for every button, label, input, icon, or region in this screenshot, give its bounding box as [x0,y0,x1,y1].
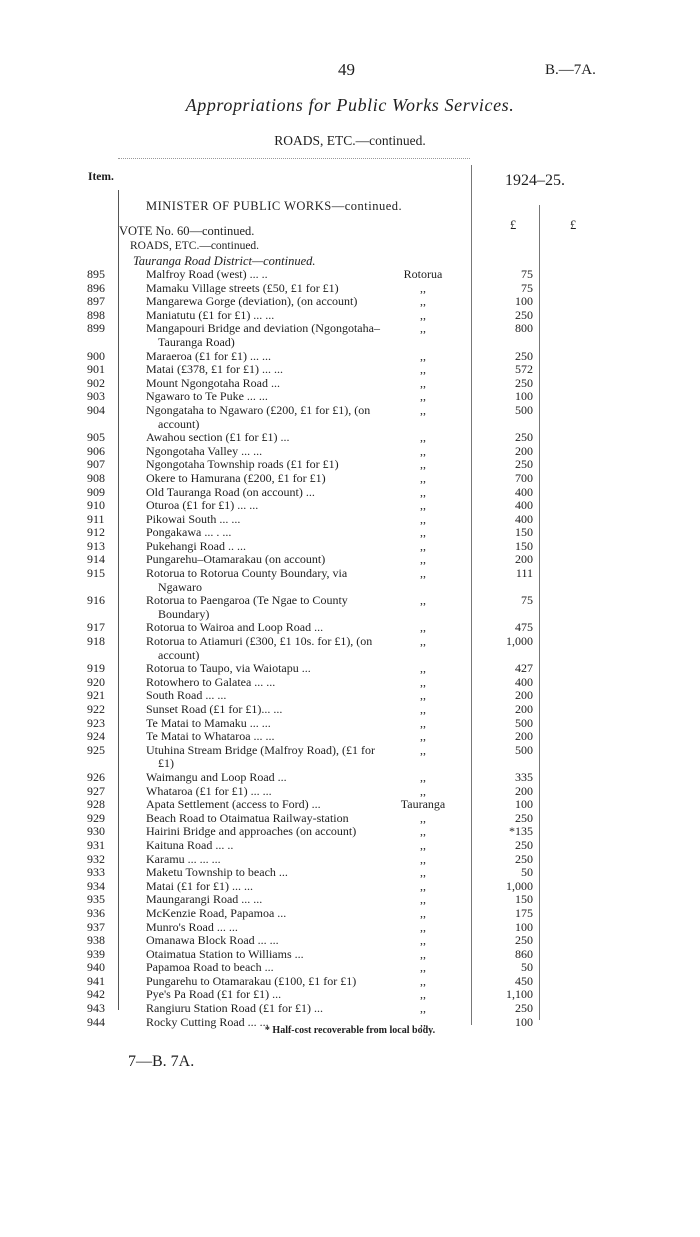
item-number: 932 [87,851,105,866]
page-heading: Appropriations for Public Works Services. [185,95,515,115]
district-name: ,, [420,538,426,553]
amount-value: 200 [515,702,533,716]
vote-heading: VOTE No. 60—continued. [119,224,255,238]
amount-value: 250 [515,307,533,322]
district-name: ,, [420,389,426,404]
table-row [0,907,700,921]
header-rule [118,158,470,159]
work-description: Kaituna Road ... .. [146,837,234,852]
work-description: Maraeroa (£1 for £1) ... ... [146,348,271,363]
amount-value: 427 [515,661,533,676]
table-row [0,350,700,364]
item-number: 896 [87,280,105,295]
work-description: Whataroa (£1 for £1) ... ... [146,783,272,798]
item-number: 900 [87,348,105,363]
amount-value: 400 [515,511,533,526]
item-number: 940 [87,960,105,975]
work-description: Otaimatua Station to Williams ... [146,946,304,961]
amount-value: 500 [515,715,533,730]
table-row [0,866,700,880]
amount-value: 200 [515,783,533,798]
work-description: Rotowhero to Galatea ... ... [146,674,276,689]
work-description: Ngongataha to Ngawaro (£200, £1 for £1), (on account) [146,402,371,431]
amount-value: 400 [515,484,533,499]
district-name: ,, [420,430,426,445]
work-description: Omanawa Block Road ... ... [146,933,279,948]
district-name: ,, [420,525,426,540]
amount-value: 250 [515,348,533,363]
amount-value: 1,000 [506,878,533,893]
page-subheading: ROADS, ETC.—continued. [274,133,426,148]
item-number: 919 [87,661,105,676]
district-name: ,, [420,783,426,798]
work-description: Pungarehu–Otamarakau (on account) [146,552,326,567]
district-name: ,, [420,593,426,608]
amount-value: 700 [515,470,533,485]
district-name: ,, [420,851,426,866]
work-description: Papamoa Road to beach ... [146,960,274,975]
work-description: South Road ... ... [146,688,227,703]
district-name: ,, [420,498,426,513]
item-number: 944 [87,1014,105,1029]
item-number: 904 [87,402,105,417]
district-name: Tauranga [400,797,446,812]
work-description: Pungarehu to Otamarakau (£100, £1 for £1) [146,973,357,988]
amount-value: 75 [521,280,533,295]
table-row [0,812,700,826]
item-number: 923 [87,715,105,730]
table-row [0,621,700,635]
amount-value: 250 [515,810,533,825]
amount-value: 250 [515,457,533,472]
document-reference: B.—7A. [545,62,596,78]
amount-value: 475 [515,620,533,635]
district-name: ,, [420,511,426,526]
work-description: Old Tauranga Road (on account) ... [146,484,315,499]
item-number: 912 [87,525,105,540]
amount-value: 100 [515,1014,533,1029]
item-number: 942 [87,987,105,1002]
table-row [0,635,700,662]
work-description: Karamu ... ... ... [146,851,221,866]
table-row [0,744,700,771]
amount-value: 100 [515,797,533,812]
district-name: ,, [420,837,426,852]
district-name: ,, [420,674,426,689]
table-row [0,295,700,309]
district-name: ,, [420,321,426,336]
item-column-header: Item. [88,171,114,183]
amount-value: 800 [515,321,533,336]
item-number: 939 [87,946,105,961]
work-description: Malfroy Road (west) ... .. [146,267,268,281]
table-row [0,553,700,567]
amount-value: 111 [515,566,533,581]
district-name: ,, [420,987,426,1002]
pound-sign-right: £ [570,218,577,232]
amount-value: 400 [515,498,533,513]
work-description: Hairini Bridge and approaches (on account) [146,824,357,839]
amount-value: 335 [515,769,533,784]
amount-value: 572 [515,362,533,377]
amount-value: 50 [521,960,533,975]
district-name: ,, [420,769,426,784]
work-description: Ngongotaha Valley ... ... [146,443,263,458]
table-row [0,893,700,907]
item-number: 921 [87,688,105,703]
year-column-header: 1924–25. [505,172,565,189]
amount-value: 500 [515,402,533,417]
district-name: ,, [420,348,426,363]
table-row [0,662,700,676]
item-number: 920 [87,674,105,689]
district-name: ,, [420,443,426,458]
item-number: 902 [87,375,105,390]
amount-value: 100 [515,919,533,934]
table-row [0,853,700,867]
amount-value: 200 [515,443,533,458]
amount-value: 860 [515,946,533,961]
district-name: ,, [420,294,426,309]
item-number: 917 [87,620,105,635]
district-name: ,, [420,933,426,948]
item-number: 901 [87,362,105,377]
item-number: 938 [87,933,105,948]
item-number: 897 [87,294,105,309]
table-row [0,975,700,989]
district-name: ,, [420,810,426,825]
district-name: ,, [420,375,426,390]
table-row [0,703,700,717]
district-heading: Tauranga Road District—continued. [133,254,316,268]
amount-value: 250 [515,375,533,390]
amount-value: 200 [515,552,533,567]
item-number: 908 [87,470,105,485]
table-row [0,486,700,500]
work-description: Sunset Road (£1 for £1)... ... [146,702,283,716]
table-row [0,513,700,527]
amount-value: 1,100 [506,987,533,1002]
amount-value: 175 [515,905,533,920]
district-name: ,, [420,960,426,975]
table-row [0,499,700,513]
item-number: 925 [87,742,105,757]
item-number: 907 [87,457,105,472]
item-number: 935 [87,892,105,907]
work-description: Matai (£1 for £1) ... ... [146,878,253,893]
district-name: ,, [420,919,426,934]
table-row [0,1002,700,1016]
item-number: 934 [87,878,105,893]
table-row [0,322,700,349]
item-number: 911 [87,511,105,526]
district-name: ,, [420,973,426,988]
table-row [0,594,700,621]
work-description: Pye's Pa Road (£1 for £1) ... [146,987,282,1002]
table-row [0,717,700,731]
district-name: ,, [420,865,426,880]
district-name: ,, [420,878,426,893]
table-row [0,771,700,785]
district-name: ,, [420,1014,426,1029]
table-row [0,961,700,975]
item-number: 905 [87,430,105,445]
table-row [0,390,700,404]
amount-value: 250 [515,430,533,445]
table-row [0,921,700,935]
table-row [0,839,700,853]
table-row [0,689,700,703]
table-row [0,934,700,948]
amount-value: 150 [515,892,533,907]
item-number: 936 [87,905,105,920]
amount-value: 250 [515,933,533,948]
amount-value: 200 [515,729,533,744]
amount-value: 150 [515,538,533,553]
item-number: 930 [87,824,105,839]
item-number: 918 [87,634,105,649]
table-row [0,988,700,1002]
work-description: Maungarangi Road ... ... [146,892,263,907]
table-row [0,948,700,962]
work-description: Te Matai to Whataroa ... ... [146,729,275,744]
item-number: 910 [87,498,105,513]
item-number: 909 [87,484,105,499]
district-name: ,, [420,892,426,907]
item-number: 943 [87,1001,105,1016]
roads-heading: ROADS, ETC.—continued. [130,240,260,252]
signature-mark: 7—B. 7A. [128,1053,195,1070]
table-row [0,540,700,554]
appropriations-table [0,268,700,1029]
district-name: ,, [420,457,426,472]
work-description: Ngongotaha Township roads (£1 for £1) [146,457,339,472]
table-row [0,445,700,459]
table-row [0,268,700,282]
item-number: 914 [87,552,105,567]
table-row [0,825,700,839]
item-number: 931 [87,837,105,852]
district-name: ,, [420,566,426,581]
table-row [0,880,700,894]
district-name: ,, [420,307,426,322]
district-name: ,, [420,552,426,567]
item-number: 916 [87,593,105,608]
table-row [0,526,700,540]
amount-value: 100 [515,389,533,404]
item-number: 915 [87,566,105,581]
district-name: ,, [420,484,426,499]
district-name: ,, [420,688,426,703]
district-name: ,, [420,661,426,676]
district-name: ,, [420,946,426,961]
amount-value: 50 [521,865,533,880]
amount-value: 200 [515,688,533,703]
item-number: 922 [87,702,105,716]
item-number: 895 [87,267,105,281]
work-description: Okere to Hamurana (£200, £1 for £1) [146,470,326,485]
item-number: 906 [87,443,105,458]
table-row [0,785,700,799]
table-row [0,567,700,594]
work-description: Rocky Cutting Road ... ... [146,1014,269,1029]
item-number: 926 [87,769,105,784]
item-number: 941 [87,973,105,988]
table-row [0,404,700,431]
table-row [0,431,700,445]
ministry-heading: MINISTER OF PUBLIC WORKS—continued. [146,199,403,213]
amount-value: *135 [509,824,533,839]
table-row [0,798,700,812]
table-row [0,730,700,744]
item-number: 899 [87,321,105,336]
amount-value: 75 [521,267,533,281]
work-description: Te Matai to Mamaku ... ... [146,715,271,730]
district-name: ,, [420,620,426,635]
district-name: ,, [420,742,426,757]
district-name: ,, [420,1001,426,1016]
work-description: Mamaku Village streets (£50, £1 for £1) [146,280,339,295]
work-description: Pongakawa ... . ... [146,525,232,540]
item-number: 924 [87,729,105,744]
district-name: ,, [420,280,426,295]
amount-value: 150 [515,525,533,540]
item-number: 933 [87,865,105,880]
item-number: 928 [87,797,105,812]
district-name: ,, [420,702,426,716]
work-description: Munro's Road ... ... [146,919,238,934]
table-row [0,676,700,690]
item-number: 898 [87,307,105,322]
work-description: Awahou section (£1 for £1) ... [146,430,290,445]
work-description: Utuhina Stream Bridge (Malfroy Road), (£1 for £1) [146,742,375,771]
district-name: ,, [420,470,426,485]
amount-value: 250 [515,1001,533,1016]
item-number: 937 [87,919,105,934]
work-description: McKenzie Road, Papamoa ... [146,905,287,920]
work-description: Beach Road to Otaimatua Railway-station [146,810,349,825]
amount-value: 400 [515,674,533,689]
table-row [0,363,700,377]
amount-value: 1,000 [506,634,533,649]
amount-value: 100 [515,294,533,309]
work-description: Pikowai South ... ... [146,511,241,526]
item-number: 913 [87,538,105,553]
work-description: Mangapouri Bridge and deviation (Ngongotaha–Tauranga Road) [146,321,380,349]
table-row [0,282,700,296]
amount-value: 250 [515,851,533,866]
work-description: Matai (£378, £1 for £1) ... ... [146,362,283,377]
work-description: Rotorua to Atiamuri (£300, £1 10s. for £1), (on account) [146,634,373,662]
district-name: ,, [420,402,426,417]
work-description: Pukehangi Road .. ... [146,538,246,553]
table-row [0,377,700,391]
district-name: ,, [420,715,426,730]
work-description: Rotorua to Wairoa and Loop Road ... [146,620,324,635]
work-description: Ngawaro to Te Puke ... ... [146,389,268,404]
district-name: ,, [420,905,426,920]
work-description: Rotorua to Rotorua County Boundary, via Ngawaro [146,566,348,594]
amount-value: 450 [515,973,533,988]
district-name: ,, [420,362,426,377]
work-description: Oturoa (£1 for £1) ... ... [146,498,259,513]
page-number: 49 [338,60,355,79]
amount-value: 250 [515,837,533,852]
amount-value: 500 [515,742,533,757]
work-description: Rangiuru Station Road (£1 for £1) ... [146,1001,323,1016]
work-description: Rotorua to Taupo, via Waiotapu ... [146,661,311,676]
amount-value: 75 [521,593,533,608]
work-description: Maketu Township to beach ... [146,865,288,880]
footnote: * Half-cost recoverable from local body. [264,1025,436,1036]
work-description: Waimangu and Loop Road ... [146,769,287,784]
work-description: Mangarewa Gorge (deviation), (on account) [146,294,358,309]
table-row [0,472,700,486]
district-name: ,, [420,634,426,649]
work-description: Rotorua to Paengaroa (Te Ngae to County Boundary) [146,593,348,621]
district-name: Rotorua [403,267,443,281]
item-number: 927 [87,783,105,798]
work-description: Mount Ngongotaha Road ... [146,375,280,390]
table-row [0,309,700,323]
pound-sign-left: £ [510,218,517,232]
work-description: Apata Settlement (access to Ford) ... [146,797,321,812]
district-name: ,, [420,729,426,744]
table-row [0,458,700,472]
item-number: 903 [87,389,105,404]
work-description: Maniatutu (£1 for £1) ... ... [146,307,275,322]
item-number: 929 [87,810,105,825]
district-name: ,, [420,824,426,839]
